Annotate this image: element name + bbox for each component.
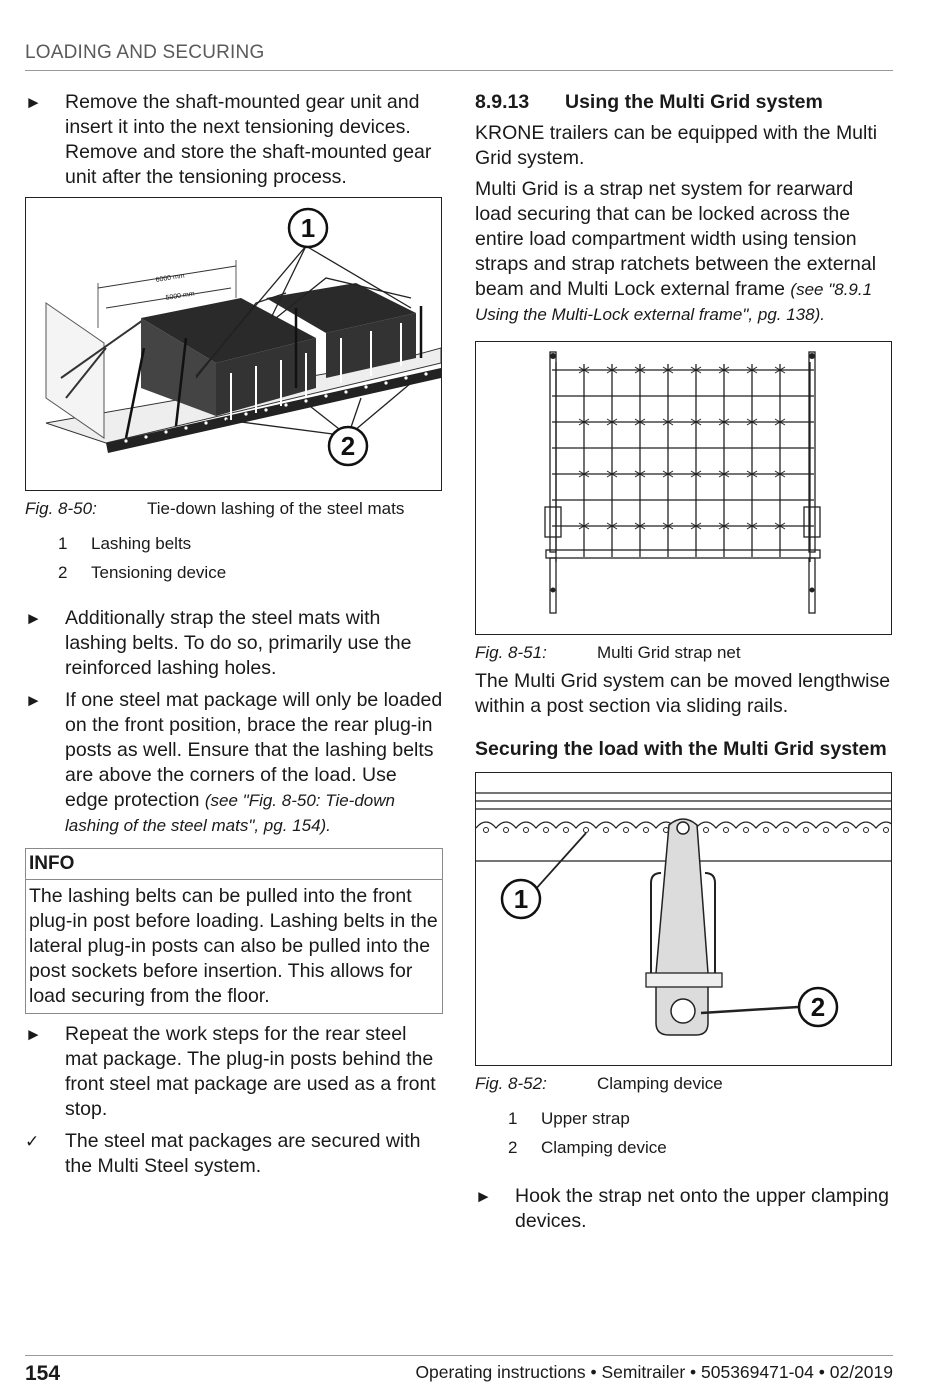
steel-mats-illustration [26,198,441,490]
dimension-label-5000: 5000 mm [165,290,196,302]
arrow-bullet-icon: ► [475,1187,492,1206]
paragraph-text: Multi Grid is a strap net system for rearward load securing that can be locked across the entire load compartment width using tension straps and strap ratchets between the external beam and Multi Lock external frame [475,178,877,300]
step-text: Additionally strap the steel mats with lashing belts. To do so, primarily use the reinforced lashing holes. [65,607,412,679]
legend-item [25,529,443,558]
callout-number-1: 1 [513,884,529,914]
figure-number: Fig. 8-50: [25,499,97,518]
page-number: 154 [25,1362,61,1385]
header-divider [25,70,893,71]
clamping-device-illustration [476,773,891,1065]
paragraph [475,177,893,327]
figure-caption [475,643,893,663]
figure-title: Clamping device [597,1074,723,1093]
step-text: Hook the strap net onto the upper clamping devices. [515,1185,889,1232]
running-header: LOADING AND SECURING [25,42,265,63]
paragraph: KRONE trailers can be equipped with the Multi Grid system. [475,122,878,169]
legend-item [25,558,443,587]
cross-reference-link[interactable]: (see "8.9.1 Using the Multi-Lock external frame", pg. 138). [475,280,873,324]
figure-clamping-device [475,772,892,1066]
figure-strap-net [475,341,892,635]
left-column [25,90,443,1186]
instruction-step [25,90,443,190]
footer-divider [25,1355,893,1356]
arrow-bullet-icon: ► [25,93,42,112]
step-text: Remove the shaft-mounted gear unit and insert it into the next tensioning devices. Remove and store the shaft-mounted gear unit after the tensioning process. [65,91,432,188]
figure-title: Tie-down lashing of the steel mats [147,499,405,518]
section-title: Using the Multi Grid system [565,91,823,113]
instruction-step [25,688,443,838]
legend-label: Tensioning device [91,562,227,582]
result-text: The steel mat packages are secured with the Multi Steel system. [65,1130,421,1177]
section-heading [475,90,893,115]
callout-number-1: 1 [300,213,316,243]
figure-number: Fig. 8-51: [475,643,547,662]
legend-item [475,1133,893,1162]
legend-number: 2 [508,1137,518,1157]
legend-number: 1 [508,1108,518,1128]
arrow-bullet-icon: ► [25,1025,42,1044]
instruction-step [25,606,443,681]
checkmark-icon: ✓ [25,1132,40,1151]
figure-legend [25,529,443,587]
legend-label: Lashing belts [91,533,192,553]
dimension-label-6000: 6000 mm [155,272,186,284]
callout-number-2: 2 [810,992,826,1022]
arrow-bullet-icon: ► [25,609,42,628]
instruction-step [475,1184,893,1234]
paragraph: The Multi Grid system can be moved lengthwise within a post section via sliding rails. [475,670,891,717]
instruction-step [25,1022,443,1122]
step-text: If one steel mat package will only be loaded on the front position, brace the rear plug-in posts as well. Ensure that the lashing belts are above the corners of the load. Use edge protection [65,689,443,811]
callout-number-2: 2 [340,431,356,461]
figure-number: Fig. 8-52: [475,1074,547,1093]
arrow-bullet-icon: ► [25,691,42,710]
info-body: The lashing belts can be pulled into the front plug-in post before loading. Lashing belts in the lateral plug-in posts can also be pulled into the post sockets before insertion. This allows for load securing from the floor. [29,885,438,1007]
info-box [25,848,443,1014]
legend-label: Clamping device [541,1137,667,1157]
cross-reference-link[interactable]: (see "Fig. 8-50: Tie-down lashing of the steel mats", pg. 154). [65,791,395,835]
figure-steel-mats [25,197,442,491]
legend-number: 1 [58,533,68,553]
legend-number: 2 [58,562,68,582]
strap-net-illustration [476,342,891,634]
figure-legend [475,1104,893,1162]
info-title: INFO [26,849,442,880]
figure-caption [25,499,443,519]
figure-title: Multi Grid strap net [597,643,741,662]
result-step [25,1129,443,1179]
legend-label: Upper strap [541,1108,630,1128]
right-column [475,90,893,1241]
step-text: Repeat the work steps for the rear steel mat package. The plug-in posts behind the front steel mat package are used as a front stop. [65,1023,436,1120]
subsection-heading: Securing the load with the Multi Grid system [475,738,887,760]
figure-caption [475,1074,893,1094]
section-number: 8.9.13 [475,91,530,113]
legend-item [475,1104,893,1133]
footer-document-info: Operating instructions • Semitrailer • 505369471-04 • 02/2019 [415,1362,893,1382]
